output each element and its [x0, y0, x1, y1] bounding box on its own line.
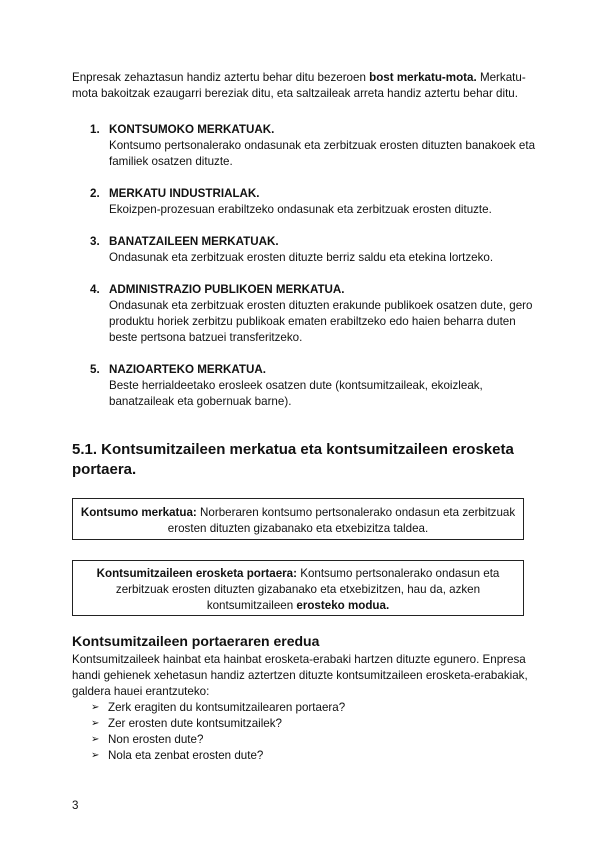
definition-emphasis: erosteko modua.	[296, 599, 390, 612]
question-list	[91, 700, 345, 764]
intro-emphasis: bost merkatu-mota.	[369, 71, 477, 84]
market-number: 1.	[90, 123, 100, 136]
question-item	[91, 732, 345, 748]
definition-term: Kontsumitzaileen erosketa portaera:	[96, 567, 297, 580]
market-item	[72, 122, 542, 170]
market-item	[72, 234, 542, 266]
market-number: 2.	[90, 187, 100, 200]
market-description: Ekoizpen-prozesuan erabiltzeko ondasunak eta zerbitzuak erosten dituzte.	[109, 203, 492, 216]
question-item	[91, 716, 345, 732]
market-number: 4.	[90, 283, 100, 296]
market-title: MERKATU INDUSTRIALAK.	[109, 187, 260, 200]
intro-text-rest: Merkatu-mota bakoitzak ezaugarri bereziak ditu, eta saltzaileak arreta handiz aztertu behar ditu.	[72, 71, 526, 100]
market-description: Beste herrialdeetako erosleek osatzen dute (kontsumitzaileak, ekoizleak, banatzaileak eta gobernuak barne).	[109, 379, 483, 408]
market-number: 3.	[90, 235, 100, 248]
page-number: 3	[72, 799, 79, 812]
definition-box-buying-behaviour	[72, 560, 524, 616]
intro-paragraph	[72, 70, 532, 102]
market-title: NAZIOARTEKO MERKATUA.	[109, 363, 266, 376]
model-intro-paragraph: Kontsumitzaileek hainbat eta hainbat erosketa-erabaki hartzen dituzte egunero. Enpresa handi gehienek xehetasun handiz aztertzen dituzte kontsumitzaileen erosketa-erabakiak, galdera hauei erantzuteko:	[72, 653, 528, 698]
market-description: Ondasunak eta zerbitzuak erosten dituzten erakunde publikoek osatzen dute, gero produktu horiek zerbitzu publikoak ematen erabiltzeko edo haien beharra duten beste pertsona batzuei transferitzeko.	[109, 299, 533, 344]
definition-text: Norberaren kontsumo pertsonalerako ondasun eta zerbitzuak erosten dituzten gizabanako eta etxebizitza taldea.	[167, 506, 516, 535]
market-item	[72, 282, 542, 346]
arrow-bullet-icon: ➢	[91, 702, 100, 713]
arrow-bullet-icon: ➢	[91, 718, 100, 729]
definition-text: Kontsumo pertsonalerako ondasun eta zerbitzuak erosten dituzten gizabanako eta etxebizitzen, hau da, azken kontsumitzaileen	[115, 567, 500, 612]
definition-term: Kontsumo merkatua:	[80, 506, 197, 519]
market-title: ADMINISTRAZIO PUBLIKOEN MERKATUA.	[109, 283, 345, 296]
market-description: Kontsumo pertsonalerako ondasunak eta zerbitzuak erosten dituzten banakoek eta familiek osatzen dituzte.	[109, 139, 536, 168]
intro-text-start: Enpresak zehaztasun handiz aztertu behar ditu bezeroen	[72, 71, 370, 84]
question-text: Zer erosten dute kontsumitzailek?	[108, 717, 282, 730]
question-text: Zerk eragiten du kontsumitzailearen portaera?	[108, 701, 346, 714]
section-heading: 5.1. Kontsumitzaileen merkatua eta kontsumitzaileen erosketa portaera.	[72, 441, 514, 478]
market-title: KONTSUMOKO MERKATUAK.	[109, 123, 275, 136]
market-description: Ondasunak eta zerbitzuak erosten dituzte berriz saldu eta etekina lortzeko.	[109, 251, 494, 264]
arrow-bullet-icon: ➢	[91, 750, 100, 761]
question-item	[91, 748, 345, 764]
market-title: BANATZAILEEN MERKATUAK.	[109, 235, 279, 248]
market-number: 5.	[90, 363, 100, 376]
market-types-list	[72, 122, 542, 426]
question-text: Non erosten dute?	[108, 733, 204, 746]
market-item	[72, 362, 542, 410]
question-item	[91, 700, 345, 716]
arrow-bullet-icon: ➢	[91, 734, 100, 745]
model-heading: Kontsumitzaileen portaeraren eredua	[72, 633, 320, 649]
market-item	[72, 186, 542, 218]
definition-box-consumer-market	[72, 498, 524, 540]
question-text: Nola eta zenbat erosten dute?	[108, 749, 264, 762]
